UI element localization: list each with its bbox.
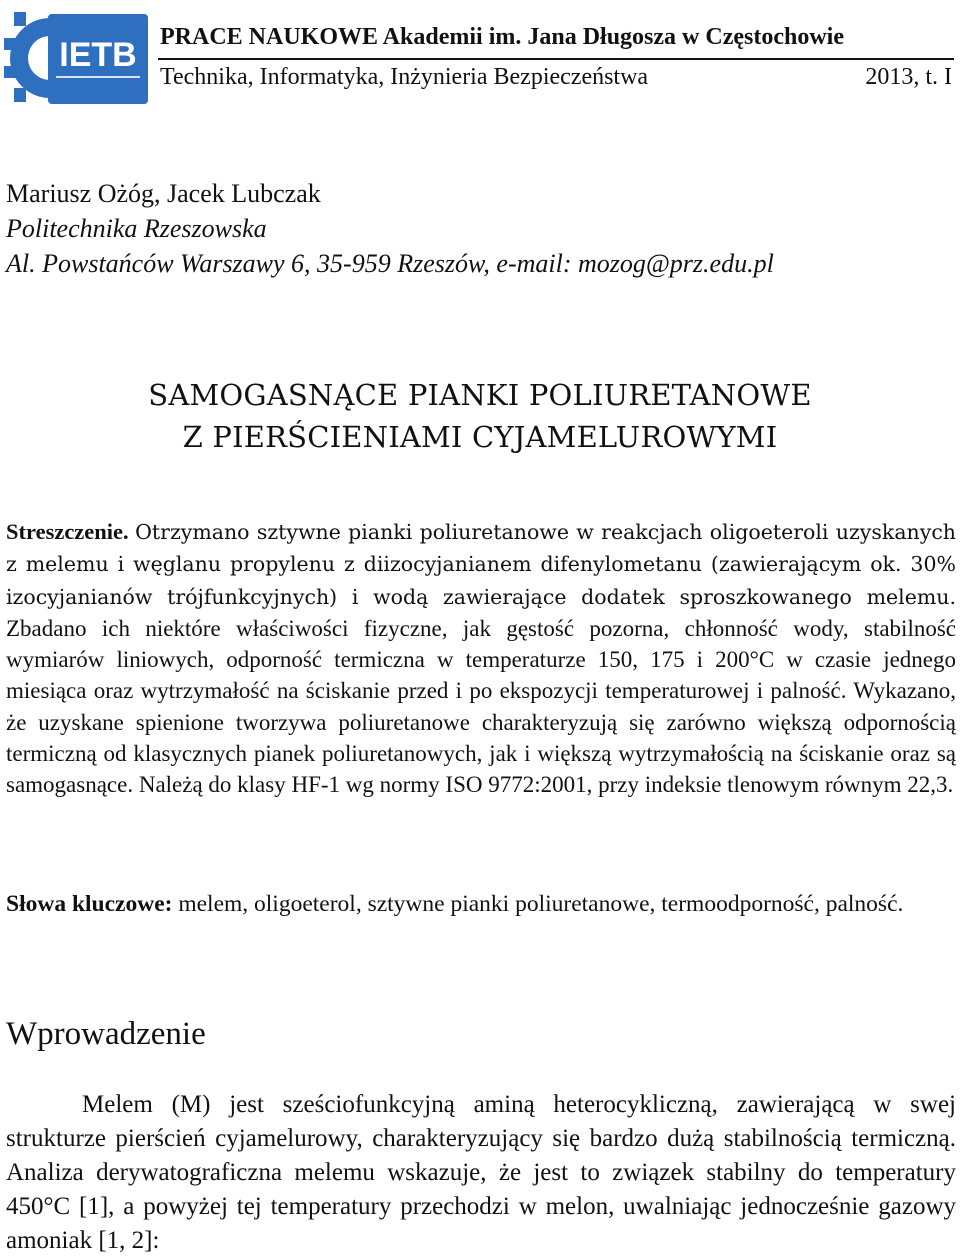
svg-text:IETB: IETB	[59, 36, 137, 74]
journal-title: PRACE NAUKOWE Akademii im. Jana Długosza w Częstochowie	[160, 24, 844, 50]
abstract-label: Streszczenie.	[6, 519, 129, 544]
keywords-text: melem, oligoeterol, sztywne pianki poliuretanowe, termoodporność, palność.	[178, 891, 904, 917]
keywords	[6, 888, 956, 920]
journal-series: Technika, Informatyka, Inżynieria Bezpieczeństwa	[160, 64, 649, 90]
abstract-text-1: Otrzymano sztywne pianki poliuretanowe w reakcjach oligoeteroli uzyskanych z melemu i węglanu propylenu z diizocyjanianem difenylometanu (zawierającym ok. 30% izocyjanianów trójfunkcyjnych) i wodą zawierające dodatek sproszkowanego melemu.	[6, 520, 957, 609]
keywords-label: Słowa kluczowe:	[6, 891, 173, 917]
author-address: Al. Powstańców Warszawy 6, 35-959 Rzeszów, e-mail: mozog@prz.edu.pl	[6, 249, 774, 278]
author-block	[6, 176, 774, 281]
paper-title-line-2: Z PIERŚCIENIAMI CYJAMELUROWYMI	[182, 420, 778, 454]
journal-volume: 2013, t. I	[865, 64, 952, 90]
abstract	[6, 516, 956, 801]
header-rule	[158, 58, 954, 60]
author-names: Mariusz Ożóg, Jacek Lubczak	[6, 179, 321, 208]
ietb-logo	[4, 4, 152, 108]
section-paragraph: Melem (M) jest sześciofunkcyjną aminą heterocykliczną, zawierającą w swej strukturze pierścień cyjamelurowy, charakteryzujący się bardzo dużą stabilnością termiczną. Analiza derywatograficzna melemu wskazuje, że jest to związek stabilny do temperatury 450°C [1], a powyżej tej temperatury przechodzi w melon, uwalniając jednocześnie gazowy amoniak [1, 2]:	[6, 1091, 956, 1254]
paper-title-line-1: SAMOGASNĄCE PIANKI POLIURETANOWE	[148, 378, 812, 412]
paper-title	[0, 374, 960, 458]
section-heading: Wprowadzenie	[6, 1016, 206, 1052]
author-affiliation: Politechnika Rzeszowska	[6, 214, 267, 243]
gear-logo-icon	[4, 4, 152, 108]
abstract-text-2: Zbadano ich niektóre właściwości fizyczne, jak gęstość pozorna, chłonność wody, stabilność wymiarów liniowych, odporność termiczna w temperaturze 150, 175 i 200°C w czasie jednego miesiąca oraz wytrzymałość na ściskanie przed i po ekspozycji temperaturowej i palność. Wykazano, że uzyskane spienione tworzywa poliuretanowe charakteryzują się zarówno większą odpornością termiczną od klasycznych pianek poliuretanowych, jak i większą wytrzymałością na ściskanie oraz są samogasnące. Należą do klasy HF-1 wg normy ISO 9772:2001, przy indeksie tlenowym równym 22,3.	[6, 615, 956, 798]
